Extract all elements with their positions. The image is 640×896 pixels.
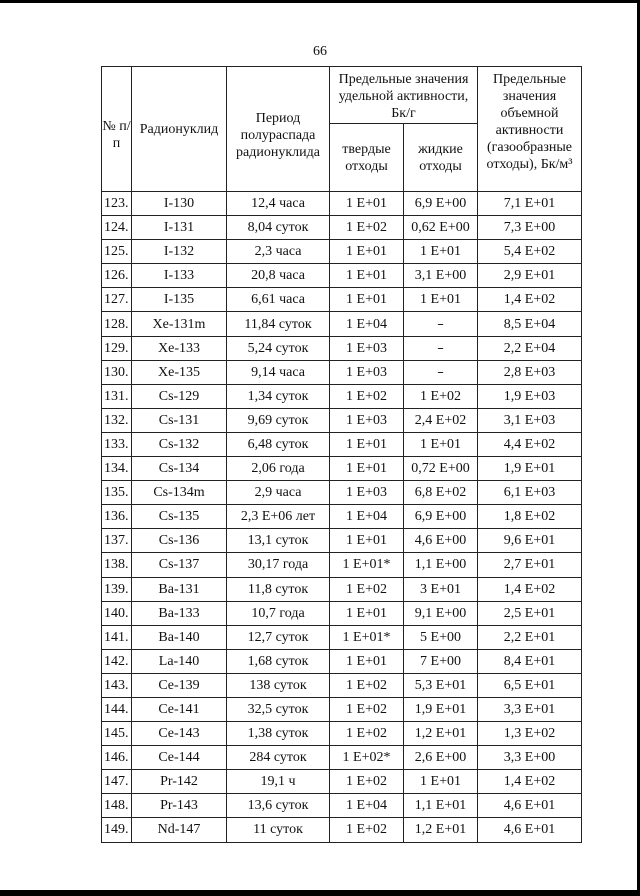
solid-waste-cell: 1 Е+02 [330, 697, 404, 721]
row-number: 126. [102, 264, 132, 288]
liquid-waste-cell: 4,6 Е+00 [404, 529, 478, 553]
half-life-cell: 1,34 суток [227, 384, 330, 408]
row-number: 133. [102, 432, 132, 456]
table-row [102, 649, 582, 673]
table-row [102, 553, 582, 577]
gas-activity-cell: 1,3 Е+02 [478, 722, 582, 746]
radionuclide-cell: I-131 [132, 216, 227, 240]
half-life-cell: 13,6 суток [227, 794, 330, 818]
table-row [102, 673, 582, 697]
half-life-cell: 10,7 года [227, 601, 330, 625]
table-row [102, 288, 582, 312]
radionuclide-cell: I-133 [132, 264, 227, 288]
half-life-cell: 138 суток [227, 673, 330, 697]
solid-waste-cell: 1 Е+01 [330, 529, 404, 553]
table-row [102, 722, 582, 746]
radionuclide-cell: Хе-131m [132, 312, 227, 336]
gas-activity-cell: 9,6 Е+01 [478, 529, 582, 553]
table-row [102, 529, 582, 553]
radionuclide-cell: Cs-135 [132, 505, 227, 529]
half-life-cell: 32,5 суток [227, 697, 330, 721]
table-row [102, 505, 582, 529]
radionuclide-cell: Ba-140 [132, 625, 227, 649]
gas-activity-cell: 4,4 Е+02 [478, 432, 582, 456]
gas-activity-cell: 1,4 Е+02 [478, 577, 582, 601]
liquid-waste-cell: 6,9 Е+00 [404, 192, 478, 216]
half-life-cell: 11,8 суток [227, 577, 330, 601]
radionuclide-cell: La-140 [132, 649, 227, 673]
radionuclide-cell: Cs-132 [132, 432, 227, 456]
table-row [102, 192, 582, 216]
gas-activity-cell: 2,2 Е+04 [478, 336, 582, 360]
radionuclide-table [101, 66, 582, 843]
radionuclide-cell: Cs-134m [132, 481, 227, 505]
table-row [102, 770, 582, 794]
liquid-waste-cell: 6,9 Е+00 [404, 505, 478, 529]
row-number: 136. [102, 505, 132, 529]
liquid-waste-cell: 1 Е+01 [404, 770, 478, 794]
row-number: 127. [102, 288, 132, 312]
liquid-waste-cell: – [404, 336, 478, 360]
half-life-cell: 13,1 суток [227, 529, 330, 553]
half-life-cell: 1,38 суток [227, 722, 330, 746]
liquid-waste-cell: 1,2 Е+01 [404, 818, 478, 842]
table-row [102, 216, 582, 240]
gas-activity-cell: 2,2 Е+01 [478, 625, 582, 649]
half-life-cell: 19,1 ч [227, 770, 330, 794]
gas-activity-cell: 5,4 Е+02 [478, 240, 582, 264]
gas-activity-cell: 3,3 Е+01 [478, 697, 582, 721]
gas-activity-cell: 3,1 Е+03 [478, 408, 582, 432]
solid-waste-cell: 1 Е+03 [330, 360, 404, 384]
header-volumetric-activity: Предельные значения объемной активности (газообразные отходы), Бк/м³ [478, 67, 582, 192]
solid-waste-cell: 1 Е+01 [330, 601, 404, 625]
table-row [102, 457, 582, 481]
solid-waste-cell: 1 Е+02 [330, 770, 404, 794]
half-life-cell: 12,7 суток [227, 625, 330, 649]
solid-waste-cell: 1 Е+04 [330, 794, 404, 818]
table-row [102, 625, 582, 649]
liquid-waste-cell: 9,1 Е+00 [404, 601, 478, 625]
gas-activity-cell: 2,7 Е+01 [478, 553, 582, 577]
liquid-waste-cell: 1 Е+01 [404, 288, 478, 312]
solid-waste-cell: 1 Е+04 [330, 312, 404, 336]
row-number: 130. [102, 360, 132, 384]
row-number: 146. [102, 746, 132, 770]
row-number: 139. [102, 577, 132, 601]
half-life-cell: 9,14 часа [227, 360, 330, 384]
gas-activity-cell: 1,4 Е+02 [478, 770, 582, 794]
row-number: 124. [102, 216, 132, 240]
header-number: № п/п [102, 67, 132, 192]
radionuclide-cell: Nd-147 [132, 818, 227, 842]
solid-waste-cell: 1 Е+01 [330, 457, 404, 481]
liquid-waste-cell: – [404, 312, 478, 336]
row-number: 138. [102, 553, 132, 577]
row-number: 128. [102, 312, 132, 336]
solid-waste-cell: 1 Е+02 [330, 722, 404, 746]
solid-waste-cell: 1 Е+02 [330, 577, 404, 601]
row-number: 149. [102, 818, 132, 842]
radionuclide-cell: Ce-144 [132, 746, 227, 770]
row-number: 140. [102, 601, 132, 625]
radionuclide-cell: Cs-134 [132, 457, 227, 481]
header-liquid-waste: жидкие отходы [404, 124, 478, 192]
liquid-waste-cell: – [404, 360, 478, 384]
solid-waste-cell: 1 Е+01 [330, 432, 404, 456]
radionuclide-cell: Cs-131 [132, 408, 227, 432]
half-life-cell: 11,84 суток [227, 312, 330, 336]
liquid-waste-cell: 1,9 Е+01 [404, 697, 478, 721]
row-number: 129. [102, 336, 132, 360]
radionuclide-cell: I-132 [132, 240, 227, 264]
half-life-cell: 1,68 суток [227, 649, 330, 673]
gas-activity-cell: 7,1 Е+01 [478, 192, 582, 216]
row-number: 137. [102, 529, 132, 553]
row-number: 145. [102, 722, 132, 746]
liquid-waste-cell: 1 Е+01 [404, 240, 478, 264]
page-number: 66 [313, 44, 327, 59]
half-life-cell: 6,61 часа [227, 288, 330, 312]
liquid-waste-cell: 1,1 Е+00 [404, 553, 478, 577]
half-life-cell: 8,04 суток [227, 216, 330, 240]
table-row [102, 264, 582, 288]
liquid-waste-cell: 3 Е+01 [404, 577, 478, 601]
half-life-cell: 5,24 суток [227, 336, 330, 360]
gas-activity-cell: 6,5 Е+01 [478, 673, 582, 697]
solid-waste-cell: 1 Е+02 [330, 216, 404, 240]
liquid-waste-cell: 0,62 Е+00 [404, 216, 478, 240]
solid-waste-cell: 1 Е+03 [330, 481, 404, 505]
row-number: 135. [102, 481, 132, 505]
liquid-waste-cell: 5,3 Е+01 [404, 673, 478, 697]
gas-activity-cell: 8,4 Е+01 [478, 649, 582, 673]
radionuclide-cell: Cs-129 [132, 384, 227, 408]
scan-edge-bottom [0, 890, 640, 896]
half-life-cell: 2,06 года [227, 457, 330, 481]
liquid-waste-cell: 6,8 Е+02 [404, 481, 478, 505]
liquid-waste-cell: 2,6 Е+00 [404, 746, 478, 770]
row-number: 148. [102, 794, 132, 818]
radionuclide-cell: Хе-133 [132, 336, 227, 360]
liquid-waste-cell: 7 Е+00 [404, 649, 478, 673]
row-number: 147. [102, 770, 132, 794]
liquid-waste-cell: 3,1 Е+00 [404, 264, 478, 288]
solid-waste-cell: 1 Е+02 [330, 384, 404, 408]
radionuclide-cell: Cs-137 [132, 553, 227, 577]
table-row [102, 818, 582, 842]
row-number: 142. [102, 649, 132, 673]
radionuclide-cell: Pr-143 [132, 794, 227, 818]
half-life-cell: 6,48 суток [227, 432, 330, 456]
solid-waste-cell: 1 Е+01 [330, 192, 404, 216]
half-life-cell: 2,9 часа [227, 481, 330, 505]
gas-activity-cell: 1,9 Е+01 [478, 457, 582, 481]
gas-activity-cell: 4,6 Е+01 [478, 794, 582, 818]
solid-waste-cell: 1 Е+01* [330, 553, 404, 577]
solid-waste-cell: 1 Е+02 [330, 673, 404, 697]
radionuclide-cell: Pr-142 [132, 770, 227, 794]
row-number: 125. [102, 240, 132, 264]
gas-activity-cell: 8,5 Е+04 [478, 312, 582, 336]
liquid-waste-cell: 5 Е+00 [404, 625, 478, 649]
row-number: 143. [102, 673, 132, 697]
radionuclide-cell: Ce-139 [132, 673, 227, 697]
radionuclide-cell: I-135 [132, 288, 227, 312]
table-body [102, 192, 582, 843]
table-row [102, 794, 582, 818]
table-row [102, 360, 582, 384]
gas-activity-cell: 4,6 Е+01 [478, 818, 582, 842]
row-number: 123. [102, 192, 132, 216]
half-life-cell: 2,3 часа [227, 240, 330, 264]
gas-activity-cell: 3,3 Е+00 [478, 746, 582, 770]
solid-waste-cell: 1 Е+01 [330, 649, 404, 673]
scan-edge-top [0, 0, 640, 3]
solid-waste-cell: 1 Е+02 [330, 818, 404, 842]
liquid-waste-cell: 2,4 Е+02 [404, 408, 478, 432]
table-row [102, 432, 582, 456]
radionuclide-cell: I-130 [132, 192, 227, 216]
table-row [102, 240, 582, 264]
table-row [102, 384, 582, 408]
liquid-waste-cell: 1,2 Е+01 [404, 722, 478, 746]
solid-waste-cell: 1 Е+01 [330, 240, 404, 264]
half-life-cell: 30,17 года [227, 553, 330, 577]
gas-activity-cell: 1,9 Е+03 [478, 384, 582, 408]
table-row [102, 336, 582, 360]
half-life-cell: 284 суток [227, 746, 330, 770]
gas-activity-cell: 2,9 Е+01 [478, 264, 582, 288]
gas-activity-cell: 7,3 Е+00 [478, 216, 582, 240]
gas-activity-cell: 2,8 Е+03 [478, 360, 582, 384]
table-row [102, 408, 582, 432]
row-number: 131. [102, 384, 132, 408]
table-row [102, 312, 582, 336]
radionuclide-cell: Cs-136 [132, 529, 227, 553]
table-row [102, 746, 582, 770]
half-life-cell: 20,8 часа [227, 264, 330, 288]
table-row [102, 601, 582, 625]
gas-activity-cell: 1,8 Е+02 [478, 505, 582, 529]
half-life-cell: 9,69 суток [227, 408, 330, 432]
gas-activity-cell: 2,5 Е+01 [478, 601, 582, 625]
liquid-waste-cell: 0,72 Е+00 [404, 457, 478, 481]
table-row [102, 481, 582, 505]
radionuclide-cell: Ce-143 [132, 722, 227, 746]
table-row [102, 697, 582, 721]
liquid-waste-cell: 1,1 Е+01 [404, 794, 478, 818]
table-row [102, 577, 582, 601]
half-life-cell: 12,4 часа [227, 192, 330, 216]
half-life-cell: 2,3 Е+06 лет [227, 505, 330, 529]
header-radionuclide: Радионуклид [132, 67, 227, 192]
solid-waste-cell: 1 Е+01 [330, 288, 404, 312]
gas-activity-cell: 6,1 Е+03 [478, 481, 582, 505]
half-life-cell: 11 суток [227, 818, 330, 842]
radionuclide-cell: Ba-133 [132, 601, 227, 625]
solid-waste-cell: 1 Е+01* [330, 625, 404, 649]
radionuclide-cell: Ce-141 [132, 697, 227, 721]
liquid-waste-cell: 1 Е+02 [404, 384, 478, 408]
solid-waste-cell: 1 Е+03 [330, 336, 404, 360]
header-specific-activity: Предельные значения удельной активности, Бк/г [330, 67, 478, 124]
row-number: 144. [102, 697, 132, 721]
solid-waste-cell: 1 Е+03 [330, 408, 404, 432]
solid-waste-cell: 1 Е+01 [330, 264, 404, 288]
radionuclide-cell: Ba-131 [132, 577, 227, 601]
solid-waste-cell: 1 Е+04 [330, 505, 404, 529]
solid-waste-cell: 1 Е+02* [330, 746, 404, 770]
row-number: 134. [102, 457, 132, 481]
gas-activity-cell: 1,4 Е+02 [478, 288, 582, 312]
radionuclide-cell: Хе-135 [132, 360, 227, 384]
row-number: 132. [102, 408, 132, 432]
row-number: 141. [102, 625, 132, 649]
liquid-waste-cell: 1 Е+01 [404, 432, 478, 456]
header-solid-waste: твердые отходы [330, 124, 404, 192]
header-half-life: Период полураспада радионуклида [227, 67, 330, 192]
